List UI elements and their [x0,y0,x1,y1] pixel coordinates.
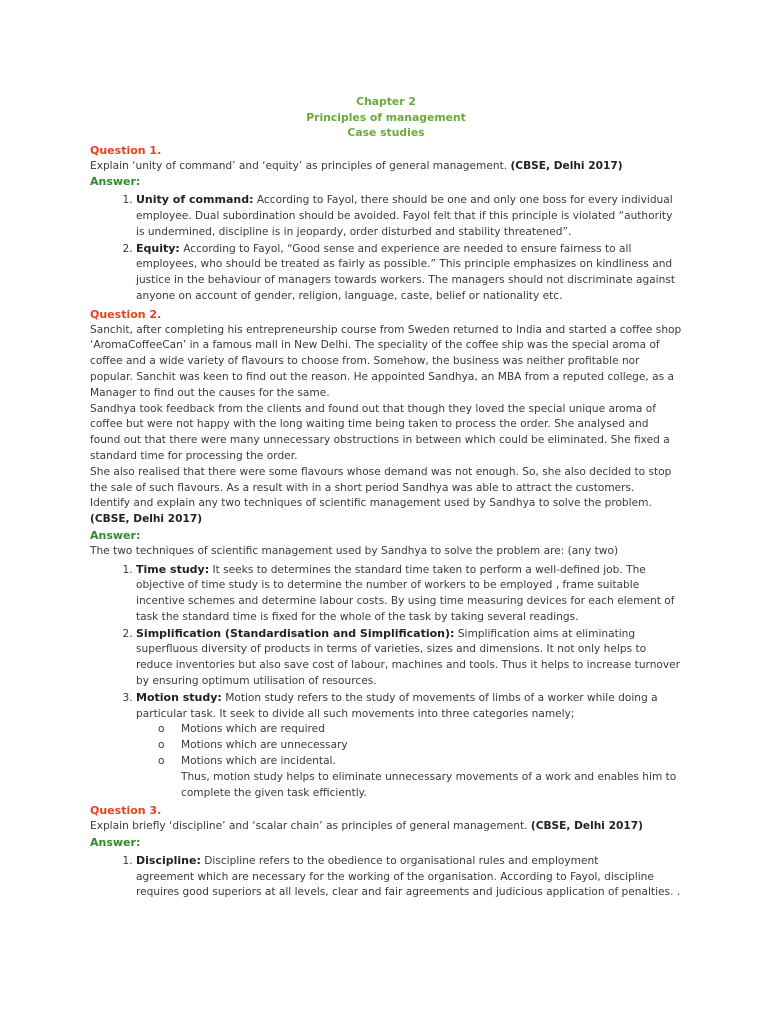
item-text: Motion study refers to the study of movements of limbs of a worker while doing a particular task. It seek to divide all such movements into three categories namely; [136,691,658,720]
answer-1-label: Answer: [90,175,141,189]
question-2-label: Question 2. [90,307,162,321]
item-term: Unity of command: [136,193,254,207]
case-paragraph: Sanchit, after completing his entrepreneurship course from Sweden returned to India and started a coffee shop ‘AromaCoffeeCan’ in a famous mall in New Delhi. The speciality of the coffee ship was the special aroma of coffee and a wide variety of flavours to choose from. Somehow, the business was neither profitable nor popular. Sanchit was keen to find out the reason. He appointed Sandhya, an MBA from a reputed college, as a Manager to find out the causes for the same. [90,323,682,399]
item-text: According to Fayol, there should be one and only one boss for every individual employee. Dual subordination should be avoided. Fayol felt that if this principle is violated “authority is undermined, discipline is in jeopardy, order disturbed and stability threatened”. [136,194,673,238]
item-term: Motion study: [136,690,222,704]
answer-3-list [90,853,682,901]
item-text: According to Fayol, “Good sense and experience are needed to ensure fairness to all employees, who should be treated as fairly as possible.” This principle emphasizes on kindliness and justice in the behaviour of managers towards workers. The managers should not discriminate against anyone on account of gender, religion, language, caste, belief or nationality etc. [136,242,675,302]
question-1-label: Question 1. [90,143,162,157]
section-title: Case studies [347,126,425,140]
sub-list-item [158,722,682,738]
case-paragraph: Sandhya took feedback from the clients and found out that though they loved the special unique aroma of coffee but were not happy with the long waiting time being taken to process the order. She analysed and found out that there were many unnecessary obstructions in between which could be eliminated. She fixed a standard time for processing the order. [90,402,670,462]
sub-item-text: Motions which are unnecessary [181,739,348,752]
subject-title: Principles of management [306,110,466,124]
list-item [136,853,682,901]
sub-item-text: Motions which are required [181,723,325,736]
answer-2-label: Answer: [90,528,141,542]
item-term: Discipline: [136,853,201,867]
sub-item-text: Motions which are incidental. [181,755,336,768]
sub-list-item [158,754,682,770]
item-text: Discipline refers to the obedience to organisational rules and employment [204,854,599,867]
list-item [136,192,682,240]
document-header [90,94,682,141]
list-item [136,626,682,690]
question-2-source: (CBSE, Delhi 2017) [90,513,203,526]
bullet-icon: o [158,739,165,752]
question-1-source: (CBSE, Delhi 2017) [510,159,623,172]
item-term: Time study: [136,562,210,576]
item-text: It seeks to determines the standard time taken to perform a well-defined job. The objective of time study is to determine the number of workers to be employed , frame suitable incentive schemes and determine labour costs. By using time measuring devices for each element of task the standard time is fixed for the whole of the task by taking several readings. [136,563,675,623]
list-item [136,241,682,305]
question-1-text [90,159,682,175]
question-3-text [90,819,682,835]
list-item [136,690,682,802]
item-term: Equity: [136,241,180,255]
answer-1-list [90,192,682,305]
question-3-label: Question 3. [90,804,162,818]
item-term: Simplification (Standardisation and Simplification): [136,626,455,640]
case-paragraph: She also realised that there were some flavours whose demand was not enough. So, she also decided to stop the sale of such flavours. As a result with in a short period Sandhya was able to attract the customers. [90,465,672,494]
answer-2-intro: The two techniques of scientific management used by Sandhya to solve the problem are: (any two) [90,544,619,557]
question-2-text [90,496,682,528]
item-text: Simplification aims at eliminating superfluous diversity of products in terms of varieties, sizes and dimensions. It not only helps to reduce inventories but also save cost of labour, machines and tools. Thus it helps to increase turnover by ensuring optimum utilisation of resources. [136,627,681,688]
question-3-body: Explain briefly ‘discipline’ and ‘scalar chain’ as principles of general management. [90,820,528,833]
list-item [136,562,682,626]
motion-conclusion: Thus, motion study helps to eliminate unnecessary movements of a work and enables him to complete the given task efficiently. [181,770,677,799]
bullet-icon: o [158,755,165,768]
chapter-title: Chapter 2 [356,95,416,108]
answer-2-list [90,562,682,802]
item-text-continued: agreement which are necessary for the working of the organisation. According to Fayol, discipline requires good superiors at all levels, clear and fair agreements and judicious application of penalties. . [136,870,681,899]
sub-list-item [158,738,682,754]
motion-categories-list [136,722,682,769]
question-3-source: (CBSE, Delhi 2017) [530,820,643,833]
question-2-body: Identify and explain any two techniques of scientific management used by Sandhya to solve the problem. [90,497,652,510]
document-page [90,94,682,903]
question-1-body: Explain ‘unity of command’ and ‘equity’ as principles of general management. [90,159,508,172]
bullet-icon: o [158,723,165,736]
answer-3-label: Answer: [90,836,141,850]
